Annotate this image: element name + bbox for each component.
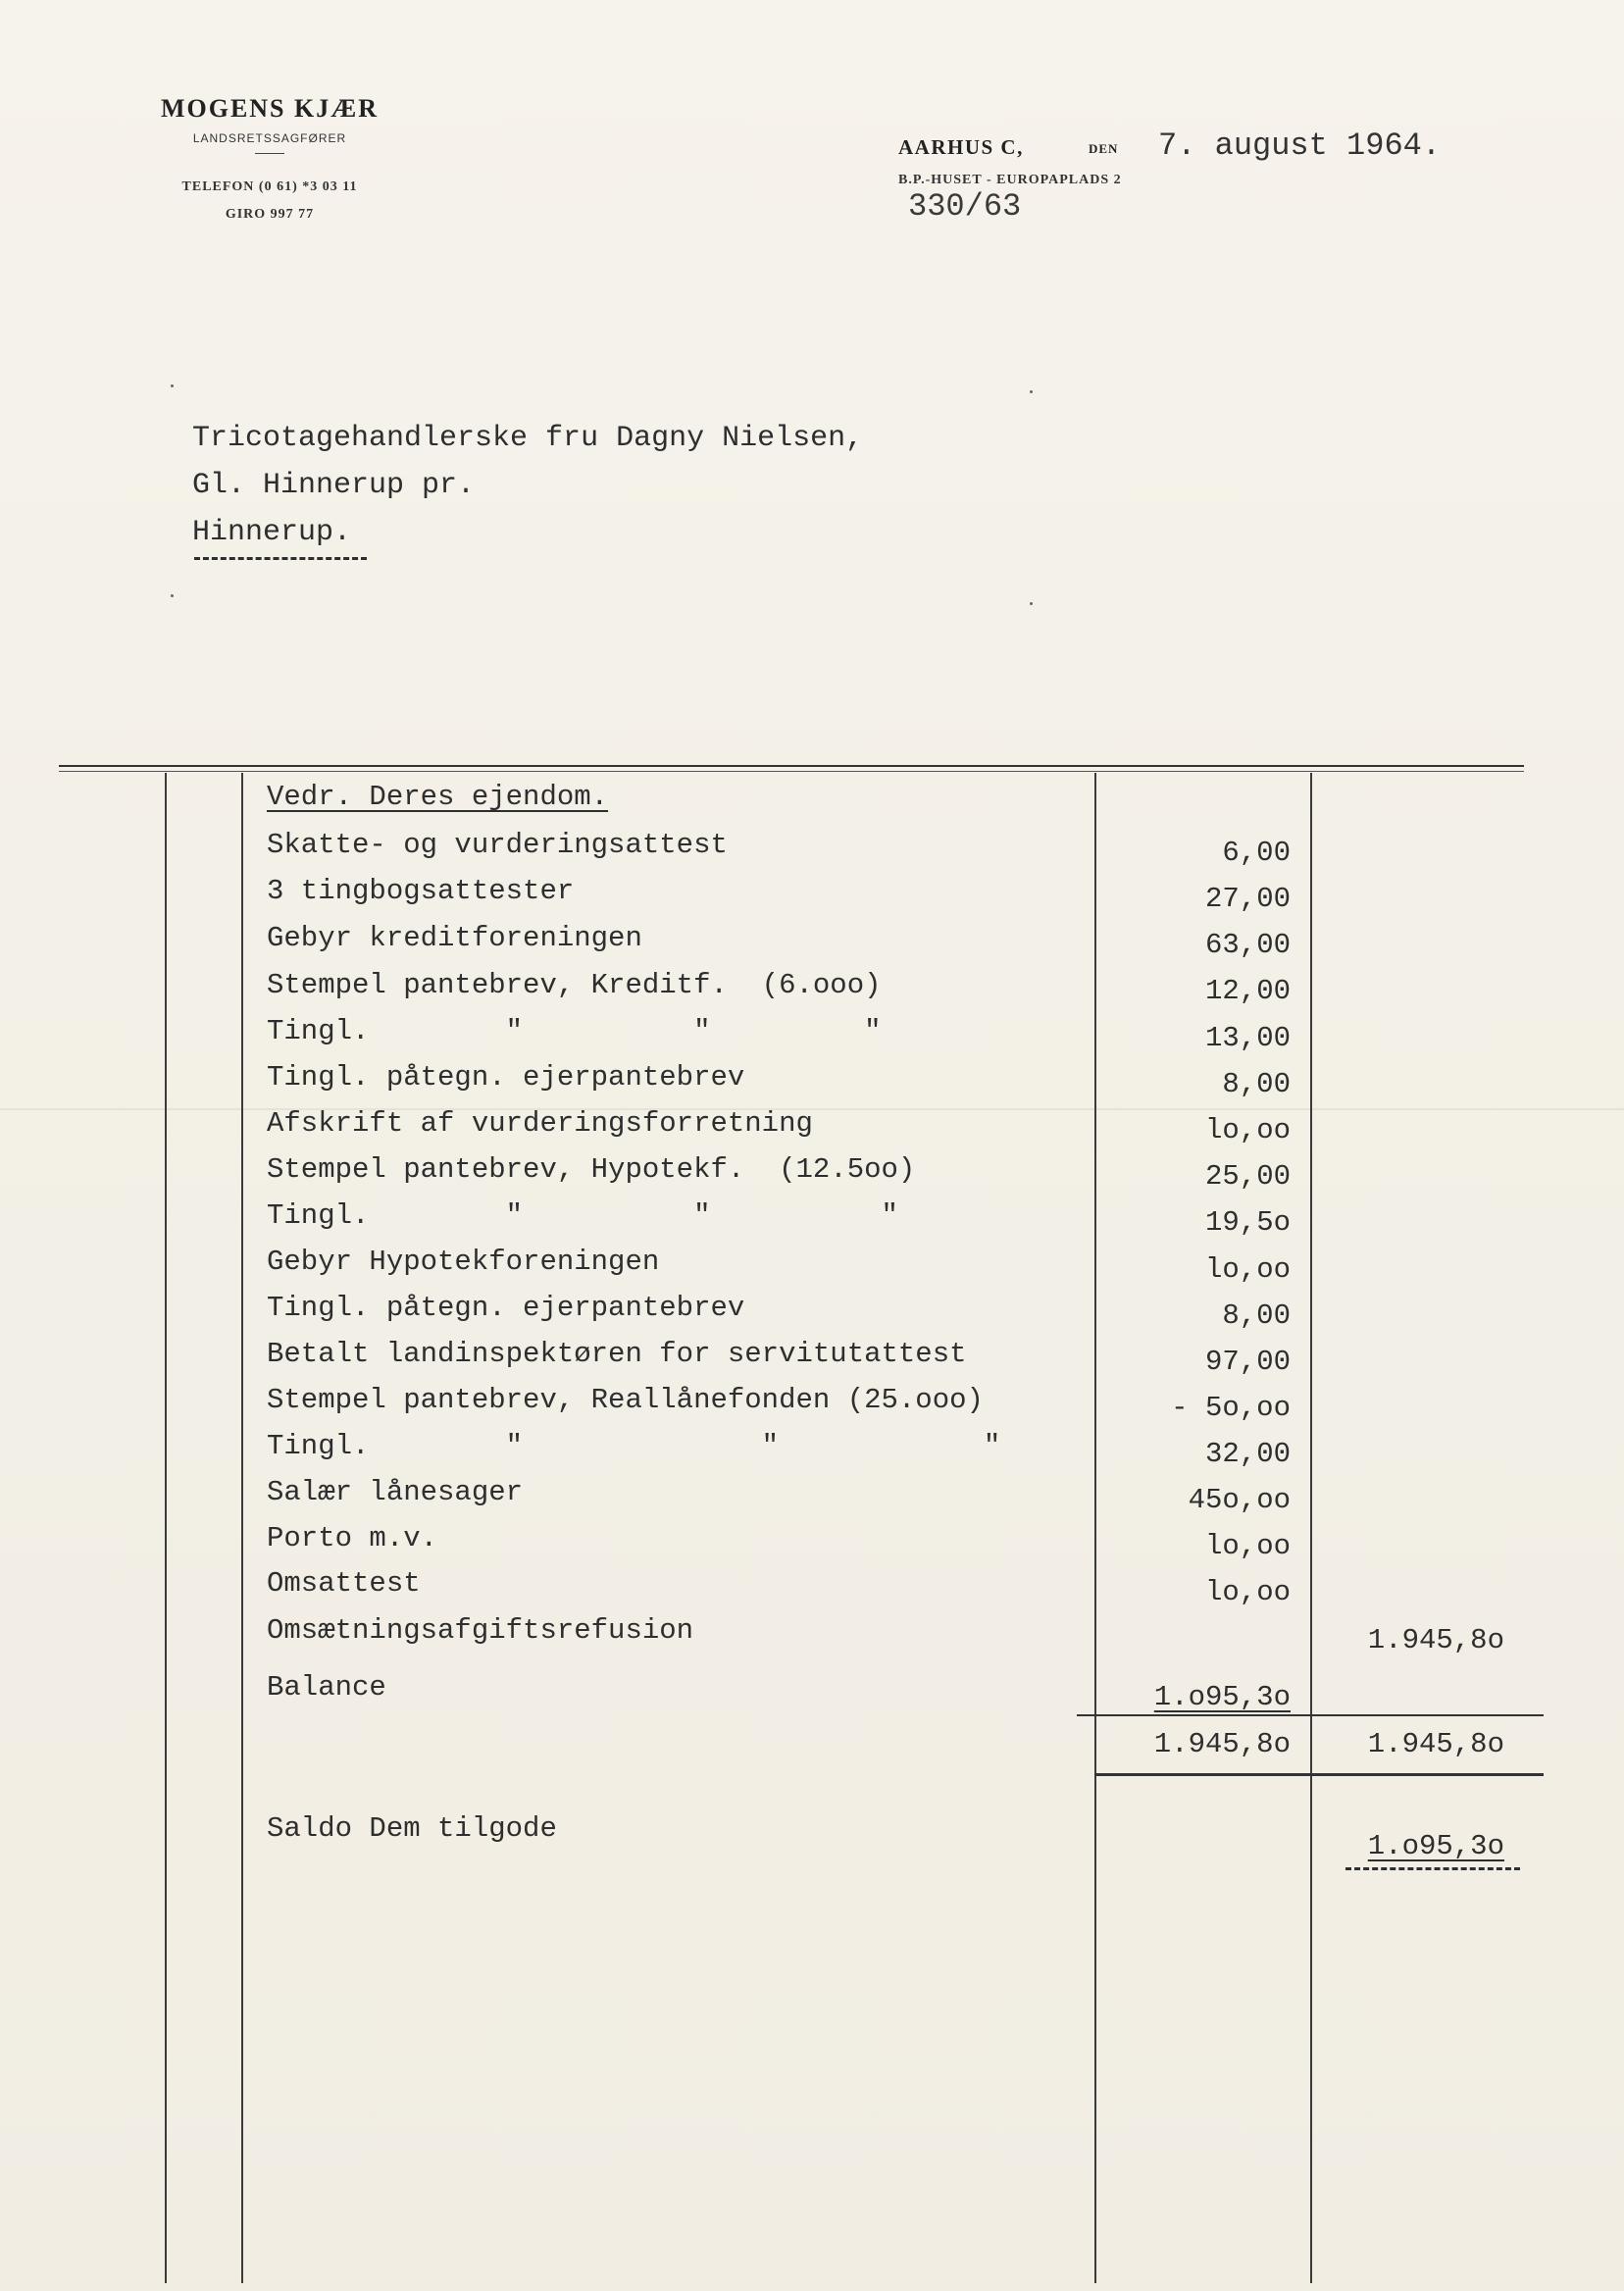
saldo-label: Saldo Dem tilgode xyxy=(267,1812,557,1845)
table-text-rule xyxy=(241,773,243,2283)
balance-label: Balance xyxy=(267,1671,386,1704)
margin-mark xyxy=(171,384,174,387)
item-text: Tingl. " " " xyxy=(267,1430,1001,1462)
saldo-double-underline xyxy=(1345,1867,1520,1870)
sum-total-column: 1.945,8o xyxy=(1367,1728,1504,1760)
sum-amount-column: 1.945,8o xyxy=(1153,1728,1291,1760)
table-total-rule xyxy=(1310,773,1312,2283)
item-amount: 6,00 xyxy=(1222,837,1291,869)
balance-rule xyxy=(1077,1714,1544,1716)
item-text: Tingl. påtegn. ejerpantebrev xyxy=(267,1061,745,1094)
item-amount: 32,00 xyxy=(1204,1438,1291,1470)
item-amount: 63,00 xyxy=(1204,929,1291,961)
reference-number: 330/63 xyxy=(908,188,1022,225)
item-text: Gebyr kreditforeningen xyxy=(267,922,642,954)
item-text: Tingl. " " " xyxy=(267,1015,882,1047)
item-text: Stempel pantebrev, Reallånefonden (25.ooo) xyxy=(267,1384,984,1416)
refund-label: Omsætningsafgiftsrefusion xyxy=(267,1614,694,1647)
margin-mark xyxy=(1030,602,1033,605)
saldo-amount: 1.o95,3o xyxy=(1367,1830,1504,1862)
item-amount: 45o,oo xyxy=(1188,1484,1291,1516)
table-left-rule xyxy=(165,773,167,2283)
item-text: Gebyr Hypotekforeningen xyxy=(267,1246,660,1278)
item-amount: - 5o,oo xyxy=(1171,1392,1291,1424)
item-text: Skatte- og vurderingsattest xyxy=(267,829,728,861)
margin-mark xyxy=(171,594,174,597)
item-text: Salær lånesager xyxy=(267,1476,524,1508)
item-text: Stempel pantebrev, Hypotekf. (12.5oo) xyxy=(267,1153,916,1186)
item-text: Porto m.v. xyxy=(267,1522,438,1554)
item-amount: 19,5o xyxy=(1204,1206,1291,1239)
item-amount: 8,00 xyxy=(1222,1068,1291,1100)
firm-name: MOGENS KJÆR xyxy=(160,94,380,123)
table-top-rule xyxy=(59,765,1524,767)
item-amount: lo,oo xyxy=(1204,1253,1291,1286)
table-top-rule-inner xyxy=(59,771,1524,772)
item-text: Betalt landinspektøren for servitutattest xyxy=(267,1338,967,1370)
recipient-name: Tricotagehandlerske fru Dagny Nielsen, xyxy=(192,422,864,455)
table-amount-rule xyxy=(1094,773,1096,2283)
firm-address: B.P.-HUSET - EUROPAPLADS 2 xyxy=(898,173,1122,187)
item-text: Omsattest xyxy=(267,1567,421,1600)
item-text: 3 tingbogsattester xyxy=(267,875,575,907)
firm-giro: GIRO 997 77 xyxy=(225,207,315,222)
item-text: Stempel pantebrev, Kreditf. (6.ooo) xyxy=(267,969,882,1001)
recipient-town: Hinnerup. xyxy=(192,516,352,549)
item-amount: 97,00 xyxy=(1204,1346,1291,1378)
firm-phone: TELEFON (0 61) *3 03 11 xyxy=(181,179,358,194)
recipient-address: Gl. Hinnerup pr. xyxy=(192,469,476,502)
statement-heading: Vedr. Deres ejendom. xyxy=(267,781,609,813)
item-amount: 12,00 xyxy=(1204,975,1291,1007)
letterhead-divider xyxy=(255,153,284,154)
margin-mark xyxy=(1030,390,1033,393)
letter-date: 7. august 1964. xyxy=(1158,127,1442,164)
letter-city: AARHUS C, xyxy=(898,135,1024,159)
firm-title: LANDSRETSSAGFØRER xyxy=(192,131,347,145)
refund-amount: 1.945,8o xyxy=(1367,1624,1504,1656)
item-amount: 8,00 xyxy=(1222,1299,1291,1332)
letter-den: DEN xyxy=(1089,141,1119,156)
sum-rule xyxy=(1094,1773,1544,1776)
item-amount: lo,oo xyxy=(1204,1530,1291,1562)
item-text: Afskrift af vurderingsforretning xyxy=(267,1107,813,1140)
item-amount: 27,00 xyxy=(1204,883,1291,915)
item-text: Tingl. " " " xyxy=(267,1199,898,1232)
item-amount: 25,00 xyxy=(1204,1160,1291,1193)
item-text: Tingl. påtegn. ejerpantebrev xyxy=(267,1292,745,1324)
item-amount: lo,oo xyxy=(1204,1576,1291,1608)
item-amount: lo,oo xyxy=(1204,1114,1291,1146)
recipient-underline xyxy=(194,557,367,560)
balance-amount: 1.o95,3o xyxy=(1153,1681,1291,1713)
item-amount: 13,00 xyxy=(1204,1022,1291,1054)
